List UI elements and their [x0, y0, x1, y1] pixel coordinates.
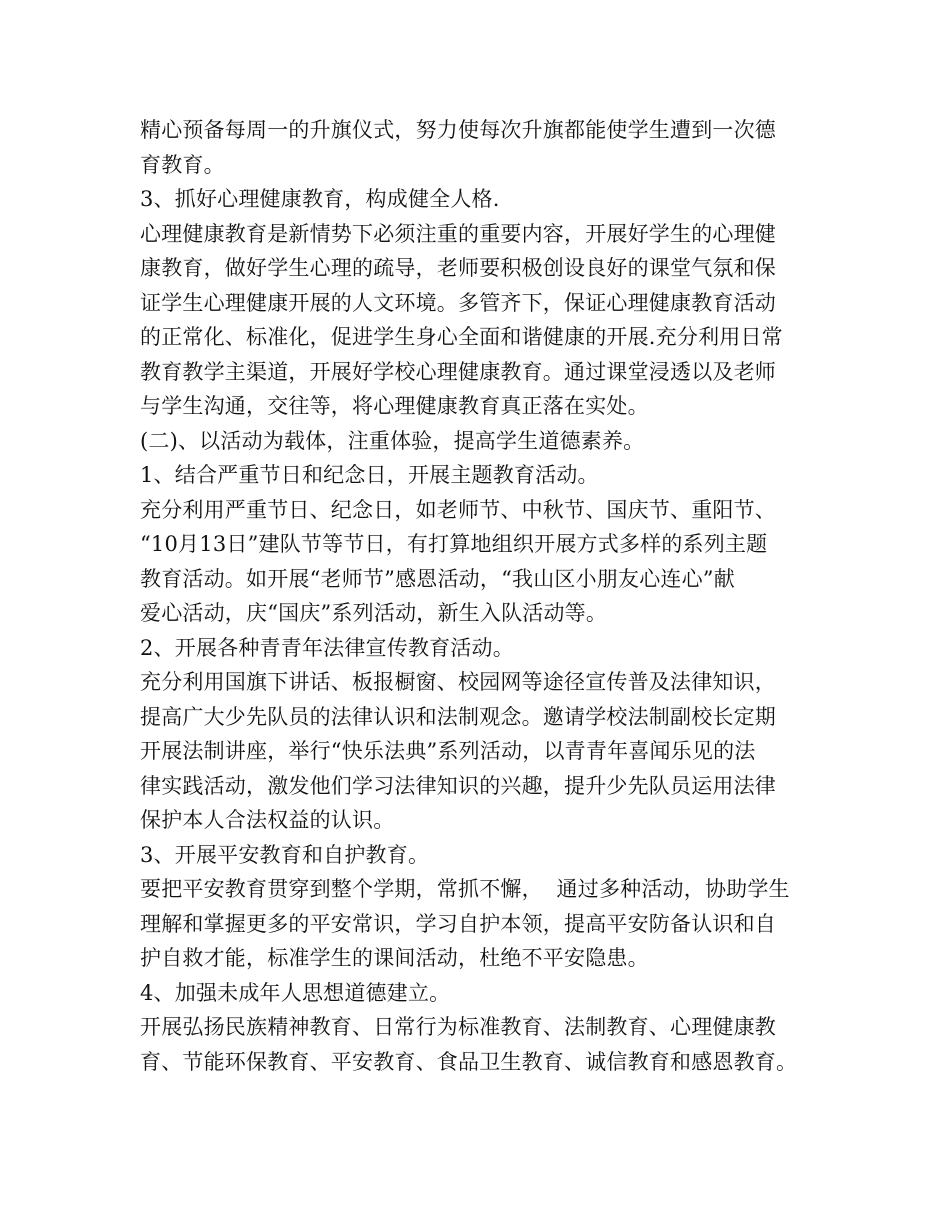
text-line: 爱心活动，庆“国庆”系列活动，新生入队活动等。	[140, 601, 608, 625]
section-heading: 3、开展平安教育和自护教育。	[140, 842, 430, 867]
text-line: 育教育。	[140, 152, 225, 177]
text-line: 开展弘扬民族精神教育、日常行为标准教育、法制教育、心理健康教	[140, 1015, 776, 1039]
section-heading: 1、结合严重节日和纪念日，开展主题教育活动。	[140, 463, 599, 487]
text-line: 教育教学主渠道，开展好学校心理健康教育。通过课堂浸透以及老师	[140, 359, 776, 384]
section-heading: 2、开展各种青青年法律宣传教育活动。	[140, 635, 514, 660]
section-heading: (二)、以活动为载体，注重体验，提高学生道德素养。	[140, 428, 645, 453]
text-line: 心理健康教育是新情势下必须注重的重要内容，开展好学生的心理健	[140, 221, 776, 246]
text-line: 提高广大少先队员的法律认识和法制观念。邀请学校法制副校长定期	[140, 704, 776, 729]
document-body	[140, 113, 830, 1079]
text-line: 的正常化、标准化，促进学生身心全面和谐健康的开展.充分利用日常	[140, 325, 783, 349]
text-line: 律实践活动，激发他们学习法律知识的兴趣，提升少先队员运用法律	[140, 773, 776, 798]
text-line: 充分利用国旗下讲话、板报橱窗、校园网等途径宣传普及法律知识，	[140, 670, 776, 694]
text-line: 与学生沟通，交往等，将心理健康教育真正落在实处。	[140, 394, 649, 418]
text-line: 育、节能环保教育、平安教育、食品卫生教育、诚信教育和感恩教育。	[140, 1049, 798, 1074]
section-heading: 3、抓好心理健康教育，构成健全人格.	[140, 187, 500, 211]
text-line: 保护本人合法权益的认识。	[140, 808, 395, 832]
section-heading: 4、加强未成年人思想道德建立。	[140, 980, 451, 1005]
text-line: 充分利用严重节日、纪念日，如老师节、中秋节、国庆节、重阳节、	[140, 497, 776, 522]
text-line: 护自救才能，标准学生的课间活动，杜绝不平安隐患。	[140, 946, 649, 970]
text-line: 要把平安教育贯穿到整个学期，常抓不懈， 通过多种活动，协助学生	[140, 877, 790, 901]
text-line: 精心预备每周一的升旗仪式，努力使每次升旗都能使学生遭到一次德	[140, 118, 776, 142]
text-line: 教育活动。如开展“老师节”感恩活动，“我山区小朋友心连心”献	[140, 566, 735, 591]
text-line: 康教育，做好学生心理的疏导，老师要积极创设良好的课堂气氛和保	[140, 256, 776, 280]
text-line: “10月13日”建队节等节日，有打算地组织开展方式多样的系列主题	[140, 532, 768, 556]
text-line: 开展法制讲座，举行“快乐法典”系列活动，以青青年喜闻乐见的法	[140, 739, 756, 763]
text-line: 理解和掌握更多的平安常识，学习自护本领，提高平安防备认识和自	[140, 911, 776, 936]
text-line: 证学生心理健康开展的人文环境。多管齐下，保证心理健康教育活动	[140, 290, 776, 315]
